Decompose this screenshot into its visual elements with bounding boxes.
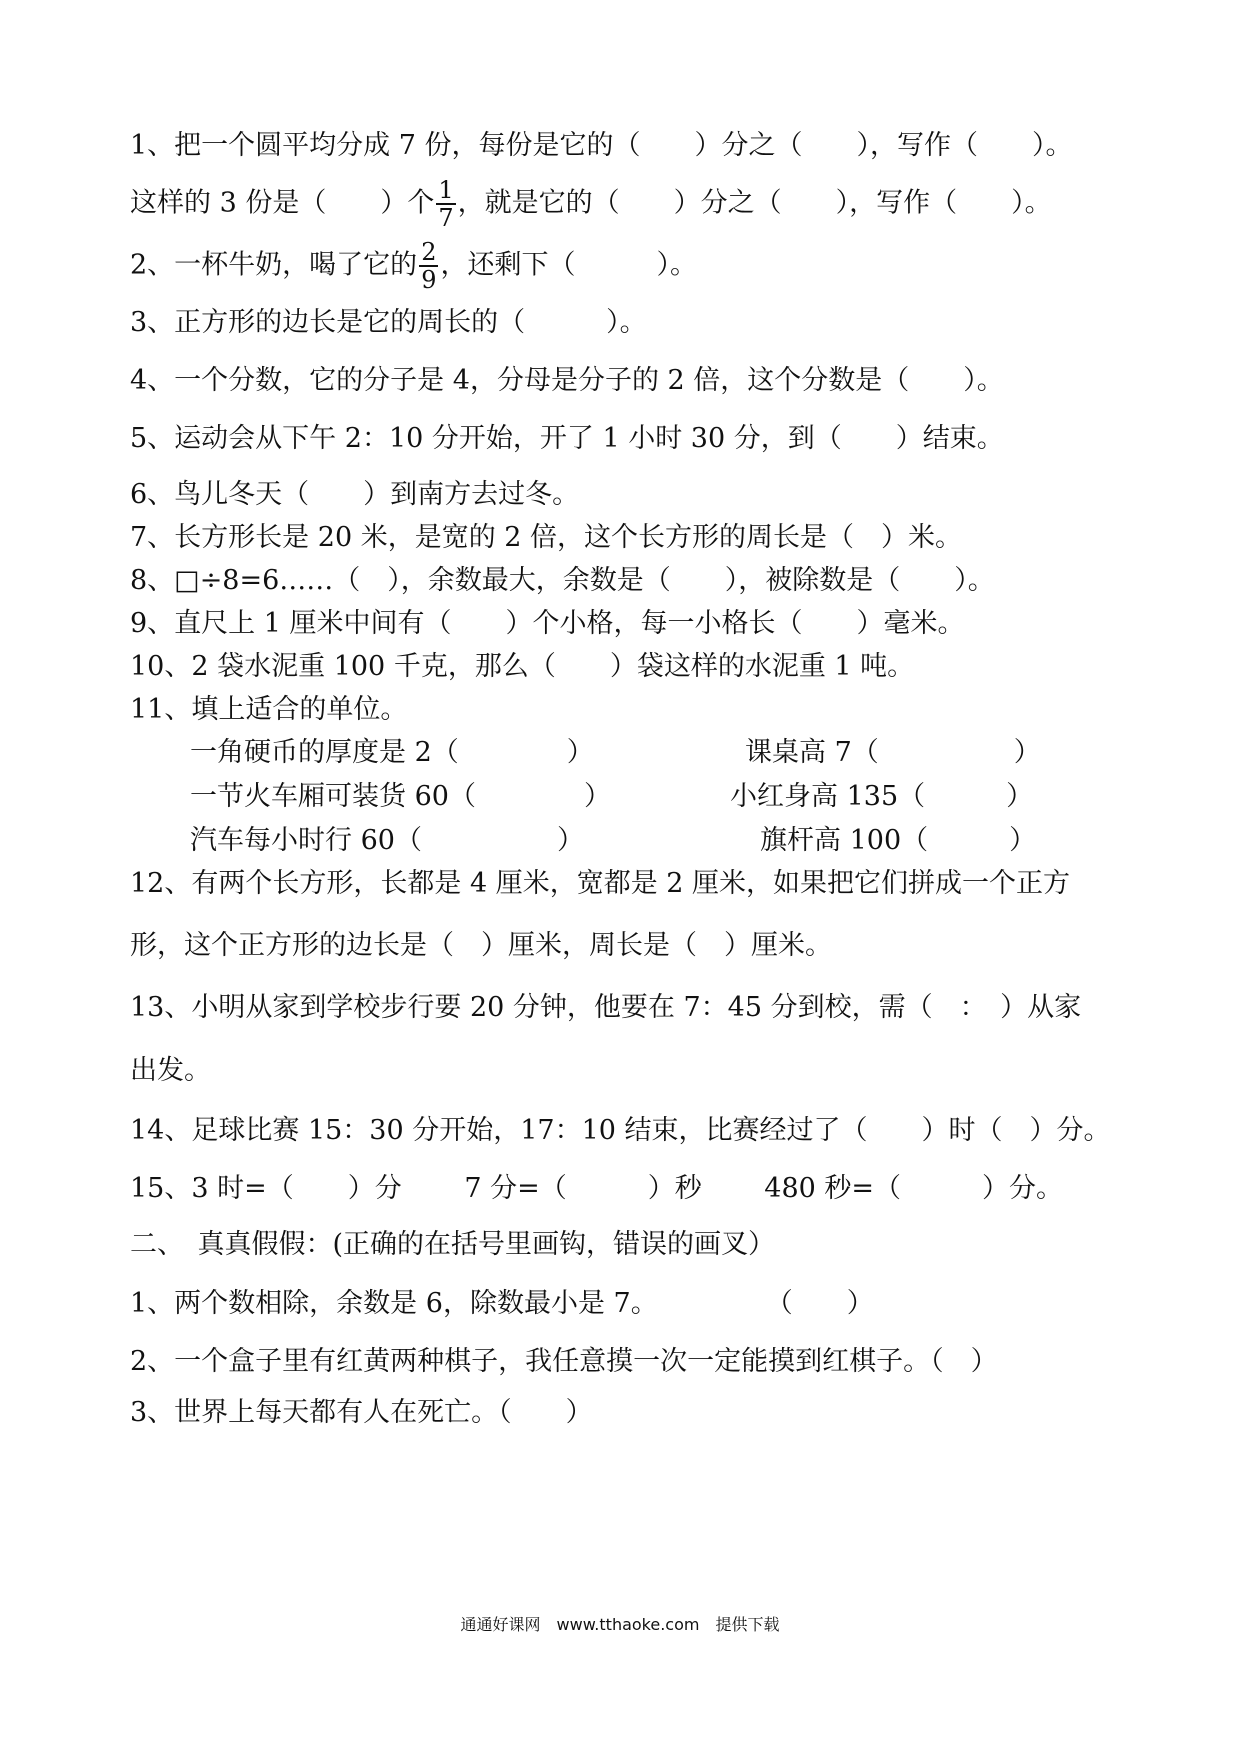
true-false-item-2: 2、一个盒子里有红黄两种棋子，我任意摸一次一定能摸到红棋子。（ ） xyxy=(130,1346,998,1377)
question-13-line-1: 13、小明从家到学校步行要 20 分钟，他要在 7：45 分到校，需（ ： ）从家 xyxy=(130,992,1082,1023)
unit-item-right-1: 课桌高 7（ ） xyxy=(745,737,1041,768)
question-5: 5、运动会从下午 2：10 分开始，开了 1 小时 30 分，到（ ）结束。 xyxy=(130,423,1004,454)
question-12-line-2: 形，这个正方形的边长是（ ）厘米，周长是（ ）厘米。 xyxy=(130,930,832,961)
question-1-line-2 xyxy=(130,178,1052,230)
question-9: 9、直尺上 1 厘米中间有（ ）个小格，每一小格长（ ）毫米。 xyxy=(130,608,965,639)
question-2 xyxy=(130,240,697,292)
question-8: 8、□÷8=6……（ ），余数最大，余数是（ ），被除数是（ ）。 xyxy=(130,565,995,596)
question-7: 7、长方形长是 20 米，是宽的 2 倍，这个长方形的周长是（ ）米。 xyxy=(130,522,963,553)
question-12-line-1: 12、有两个长方形，长都是 4 厘米，宽都是 2 厘米，如果把它们拼成一个正方 xyxy=(130,868,1071,899)
question-6: 6、鸟儿冬天（ ）到南方去过冬。 xyxy=(130,479,580,510)
fraction-numerator: 1 xyxy=(438,176,454,204)
question-13-line-2: 出发。 xyxy=(130,1055,211,1086)
question-3: 3、正方形的边长是它的周长的（ ）。 xyxy=(130,307,647,338)
question-1-text-b: ，就是它的（ ）分之（ ），写作（ ）。 xyxy=(457,187,1052,219)
fraction-two-ninths xyxy=(419,240,438,292)
question-1-text-a: 这样的 3 份是（ ）个 xyxy=(130,187,435,219)
question-14: 14、足球比赛 15：30 分开始，17：10 结束，比赛经过了（ ）时（ ）分。 xyxy=(130,1115,1111,1146)
question-10: 10、2 袋水泥重 100 千克，那么（ ）袋这样的水泥重 1 吨。 xyxy=(130,651,915,682)
question-11-title: 11、填上适合的单位。 xyxy=(130,694,408,725)
true-false-item-3: 3、世界上每天都有人在死亡。（ ） xyxy=(130,1397,593,1428)
unit-item-right-2: 小红身高 135（ ） xyxy=(730,781,1034,812)
unit-item-left-1: 一角硬币的厚度是 2（ ） xyxy=(190,737,594,768)
fraction-numerator: 2 xyxy=(421,238,437,266)
fraction-denominator: 9 xyxy=(421,266,437,294)
footer-credit: 通通好课网 www.tthaoke.com 提供下载 xyxy=(460,1615,780,1634)
true-false-item-1: 1、两个数相除，余数是 6，除数最小是 7。 （ ） xyxy=(130,1288,874,1319)
unit-item-left-2: 一节火车厢可装货 60（ ） xyxy=(190,781,611,812)
fraction-denominator: 7 xyxy=(438,204,454,232)
section-2-title: 二、 真真假假：(正确的在括号里画钩，错误的画叉） xyxy=(130,1229,776,1260)
question-1-line-1: 1、把一个圆平均分成 7 份，每份是它的（ ）分之（ ），写作（ ）。 xyxy=(130,130,1073,161)
question-4: 4、一个分数，它的分子是 4，分母是分子的 2 倍，这个分数是（ ）。 xyxy=(130,365,1004,396)
fraction-one-seventh xyxy=(436,178,455,230)
question-2-text-a: 2、一杯牛奶，喝了它的 xyxy=(130,249,418,281)
question-15: 15、3 时=（ ）分 7 分=（ ）秒 480 秒=（ ）分。 xyxy=(130,1173,1064,1204)
unit-item-left-3: 汽车每小时行 60（ ） xyxy=(190,825,584,856)
question-2-text-b: ，还剩下（ ）。 xyxy=(440,249,697,281)
unit-item-right-3: 旗杆高 100（ ） xyxy=(760,825,1037,856)
